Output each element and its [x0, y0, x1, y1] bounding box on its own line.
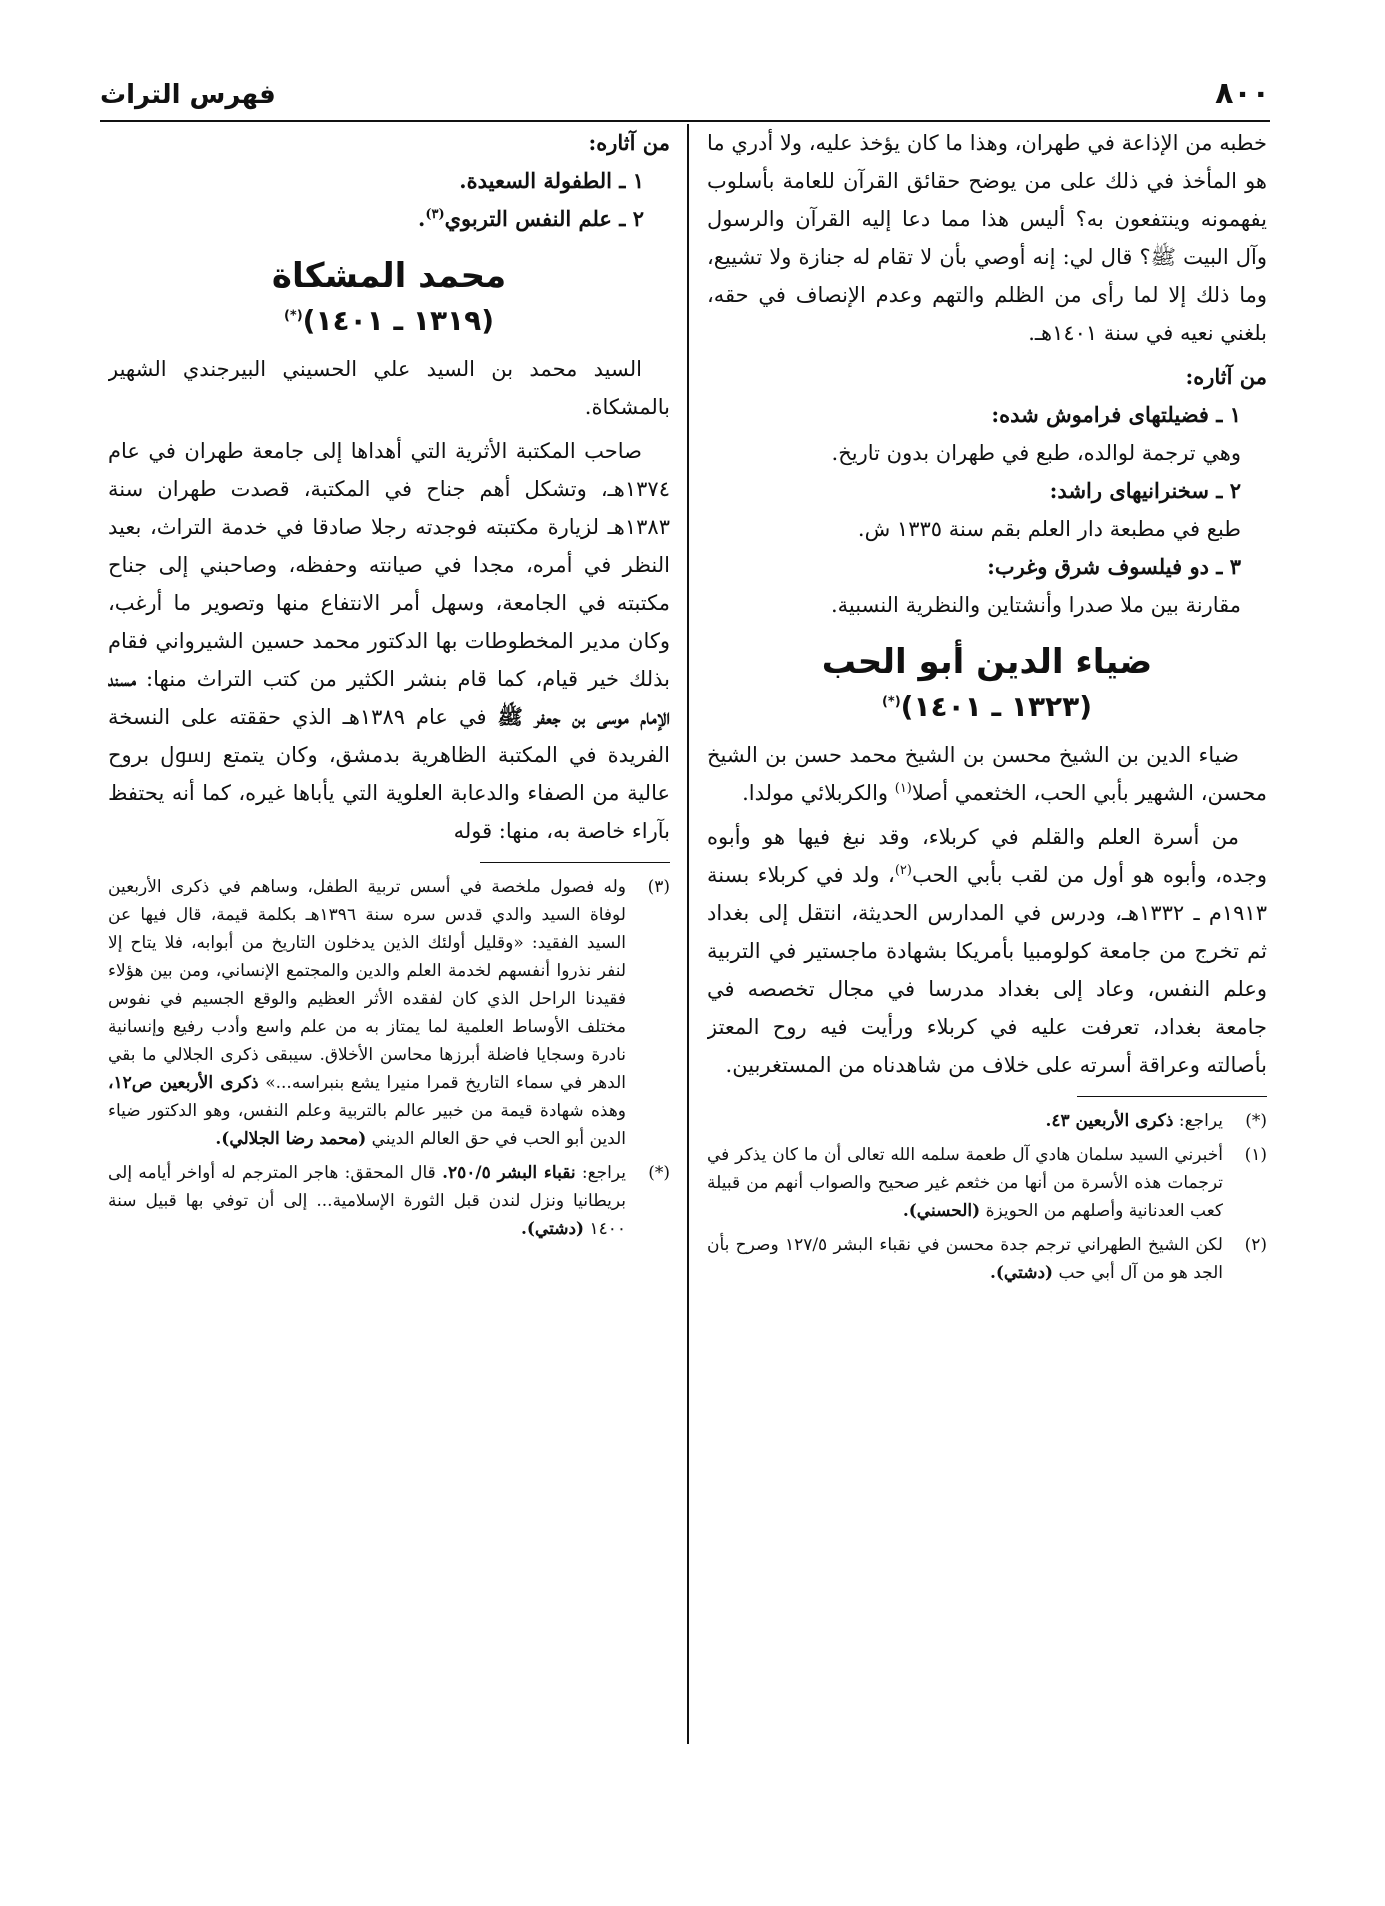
work-description: طبع في مطبعة دار العلم بقم سنة ١٣٣٥ ش. [857, 517, 1241, 541]
footnotes-divider [1077, 1096, 1267, 1097]
footnote-text [707, 1107, 1223, 1135]
footnote [108, 873, 670, 1153]
biography-paragraph [108, 432, 670, 850]
footnote-bold: (محمد رضا الجلالي). [215, 1129, 367, 1149]
footnote [707, 1107, 1267, 1135]
footnote-plain: يراجع: [1173, 1111, 1223, 1131]
work-title-text: ٢ ـ علم النفس التربوي [444, 206, 644, 231]
footnote-marker: (*) [1245, 1111, 1267, 1131]
footnote-marker: (٣) [647, 877, 670, 897]
biography-dates [707, 686, 1267, 728]
footnote-plain: وهذه شهادة قيمة من خبير عالم بالتربية وعلم النفس، وهو الدكتور ضياء الدين أبو الحب في حق العالم الديني [108, 1101, 626, 1149]
paragraph-text: ، ولد في كربلاء بسنة ١٩١٣م ـ ١٣٣٢هـ، ودرس في المدارس الحديثة، انتقل إلى بغداد ثم تخرج من جامعة كولومبيا بأمريكا بشهادة ماجستير في التربية وعلم النفس، وعاد إلى بغداد مدرسا في مجال تخصصه في جامعة بغداد، تعرفت عليه في كربلاء ورأيت فيه روح المعتز بأصالته وعراقة أسرته على خلاف من شاهدناه من المستغربين. [707, 863, 1267, 1077]
work-description: وهي ترجمة لوالده، طبع في طهران بدون تاريخ. [831, 441, 1241, 465]
paragraph-text: والكربلائي مولدا. [742, 781, 895, 805]
biography-paragraph: السيد محمد بن السيد علي الحسيني البيرجندي الشهير بالمشكاة. [108, 357, 670, 419]
paragraph-text: ضياء الدين بن الشيخ محسن بن الشيخ محمد حسن بن الشيخ محسن، الشهير بأبي الحب، الخثعمي أصلا [707, 743, 1267, 805]
footnote-bold: ذكرى الأربعين ٤٣. [1045, 1111, 1174, 1131]
right-column [707, 124, 1267, 1744]
footnote-marker: (*) [283, 308, 303, 324]
footnote-marker: (*) [648, 1163, 670, 1183]
footnote-text [707, 1141, 1223, 1225]
column-divider [687, 124, 689, 1744]
work-title: ٢ ـ سخنرانيهاى راشد: [1049, 478, 1241, 503]
footnote [707, 1231, 1267, 1287]
footnote-bold: (الحسني). [902, 1201, 981, 1221]
left-column-body [108, 124, 670, 850]
footnote-plain: وله فصول ملخصة في أسس تربية الطفل، وساهم في ذكرى الأربعين لوفاة السيد والدي قدس سره سنة ١٣٩٦هـ بكلمة قيمة، قال فيها عن السيد الفقيد: «وقليل أولئك الذين يدخلون التاريخ من أبوابه، فلا يتاح إلا لنفر نذروا أنفسهم لخدمة العلم والدين والمجتمع الإنساني، ومن بين هؤلاء فقيدنا الراحل الذي كان لفقده الأثر العظيم والوقع الجسيم في نفوس مختلف الأوساط العلمية لما يمتاز به من علم واسع وأدب رفيع وإنسانية نادرة وسجايا فاضلة أبرزها محاسن الأخلاق. سيبقى ذكرى الجلالي ما بقي الدهر في سماء التاريخ قمرا منيرا يشع بنبراسه...» [108, 877, 626, 1093]
work-description: مقارنة بين ملا صدرا وأنشتاين والنظرية النسبية. [830, 593, 1241, 617]
header-divider [100, 120, 1270, 122]
left-footnotes [108, 873, 670, 1243]
footnote-marker: (١) [1244, 1145, 1267, 1165]
footnote-bold: ذكرى الأربعين ص١٢، [108, 1073, 259, 1093]
biography-name: محمد المشكاة [271, 256, 507, 296]
footnote-marker: (١) [894, 781, 912, 796]
footnote-text [707, 1231, 1223, 1287]
footnote [108, 1159, 670, 1243]
page-header [100, 60, 1270, 120]
work-title [108, 200, 670, 238]
page-number: ٨٠٠ [1215, 76, 1270, 111]
footnote [707, 1141, 1267, 1225]
footnote-plain: لكن الشيخ الطهراني ترجم جدة محسن في نقباء البشر ١٢٧/٥ وصرح بأن الجد هو من آل أبي حب [707, 1235, 1223, 1283]
work-title: ١ ـ الطفولة السعيدة. [459, 168, 644, 193]
book-title: فهرس التراث [100, 80, 276, 110]
paragraph-text: صاحب المكتبة الأثرية التي أهداها إلى جامعة طهران في عام ١٣٧٤هـ، وتشكل أهم جناح في المكتبة، قصدت طهران سنة ١٣٨٣هـ لزيارة مكتبته فوجدته رجلا صادقا في خدمة التراث، بعيد النظر في أمره، مجدا في صيانته وحفظه، وصاحبني إلى جناح مكتبته في الجامعة، وسهل أمر الانتفاع منها وتصوير ما أرغب، وكان مدير المخطوطات بها الدكتور محمد حسين الشيرواني فقام بذلك خير قيام، كما قام بنشر الكثير من كتب التراث منها: [108, 439, 670, 691]
biography-paragraph [707, 818, 1267, 1084]
footnotes-divider [480, 862, 670, 863]
continuation-paragraph: خطبه من الإذاعة في طهران، وهذا ما كان يؤخذ عليه، ولا أدري ما هو المأخذ في ذلك على من يوضح حقائق القرآن للعامة بأسلوب يفهمونه وينتفعون به؟ أليس هذا مما دعا إليه القرآن والرسول وآل البيت ﷺ؟ قال لي: إنه أوصي بأن لا تقام له جنازة ولا تشييع، وما ذلك إلا لما رأى من الظلم والتهم وعدم الإنصاف في حقه، بلغني نعيه في سنة ١٤٠١هـ. [707, 131, 1267, 345]
biography-dates-text: (١٣٢٣ ـ ١٤٠١) [900, 690, 1093, 723]
footnote-text [108, 1159, 626, 1243]
footnote-plain: قال المحقق: هاجر المترجم له أواخر أيامه إلى بريطانيا ونزل لندن قبل الثورة الإسلامية... إلى أن توفي بها قبيل سنة ١٤٠٠ [108, 1163, 626, 1239]
paragraph-text: في عام ١٣٨٩هـ الذي حققته على النسخة الفريدة في المكتبة الظاهرية بدمشق، وكان يتمتع ﷶ بروح عالية من الصفاء والدعابة العلوية التي يأباها غيره، كما أنه يحتفظ بآراء خاصة به، منها: قوله [108, 705, 670, 843]
footnote-marker: (*) [881, 694, 901, 710]
work-title: ١ ـ فضيلتهاى فراموش شده: [991, 402, 1241, 427]
work-title-end: . [418, 206, 426, 231]
footnote-marker: (٣) [425, 207, 445, 222]
work-title: ٣ ـ دو فيلسوف شرق وغرب: [987, 554, 1241, 579]
right-column-body [707, 124, 1267, 1084]
footnote-bold: (دشتي). [989, 1263, 1054, 1283]
footnote-text [108, 873, 626, 1153]
biography-paragraph [707, 736, 1267, 812]
biography-dates [108, 300, 670, 342]
footnote-bold: (دشتي). [520, 1219, 585, 1239]
right-footnotes [707, 1107, 1267, 1287]
footnote-bold: نقباء البشر ٢٥٠/٥. [442, 1163, 576, 1183]
footnote-plain: يراجع: [575, 1163, 626, 1183]
paragraph-bold: مسند الإمام موسى بن جعفر ﷺ [108, 666, 670, 729]
biography-dates-text: (١٣١٩ ـ ١٤٠١) [302, 304, 495, 337]
left-column [108, 124, 670, 1744]
works-heading: من آثاره: [1185, 364, 1267, 389]
footnote-marker: (٢) [1244, 1235, 1267, 1255]
biography-name: ضياء الدين أبو الحب [821, 642, 1153, 682]
works-heading: من آثاره: [588, 130, 670, 155]
paragraph-text: من أسرة العلم والقلم في كربلاء، وقد نبغ فيها هو وأبوه وجده، وأبوه هو أول من لقب بأبي الحب [707, 825, 1267, 887]
footnote-plain: أخبرني السيد سلمان هادي آل طعمة سلمه الله تعالى أن ما كان يذكر في ترجمات هذه الأسرة من أنها من خثعم غير صحيح والصواب أنهم من قبيلة كعب العدنانية وأصلهم من الحويزة [707, 1145, 1223, 1221]
footnote-marker: (٢) [894, 863, 912, 878]
